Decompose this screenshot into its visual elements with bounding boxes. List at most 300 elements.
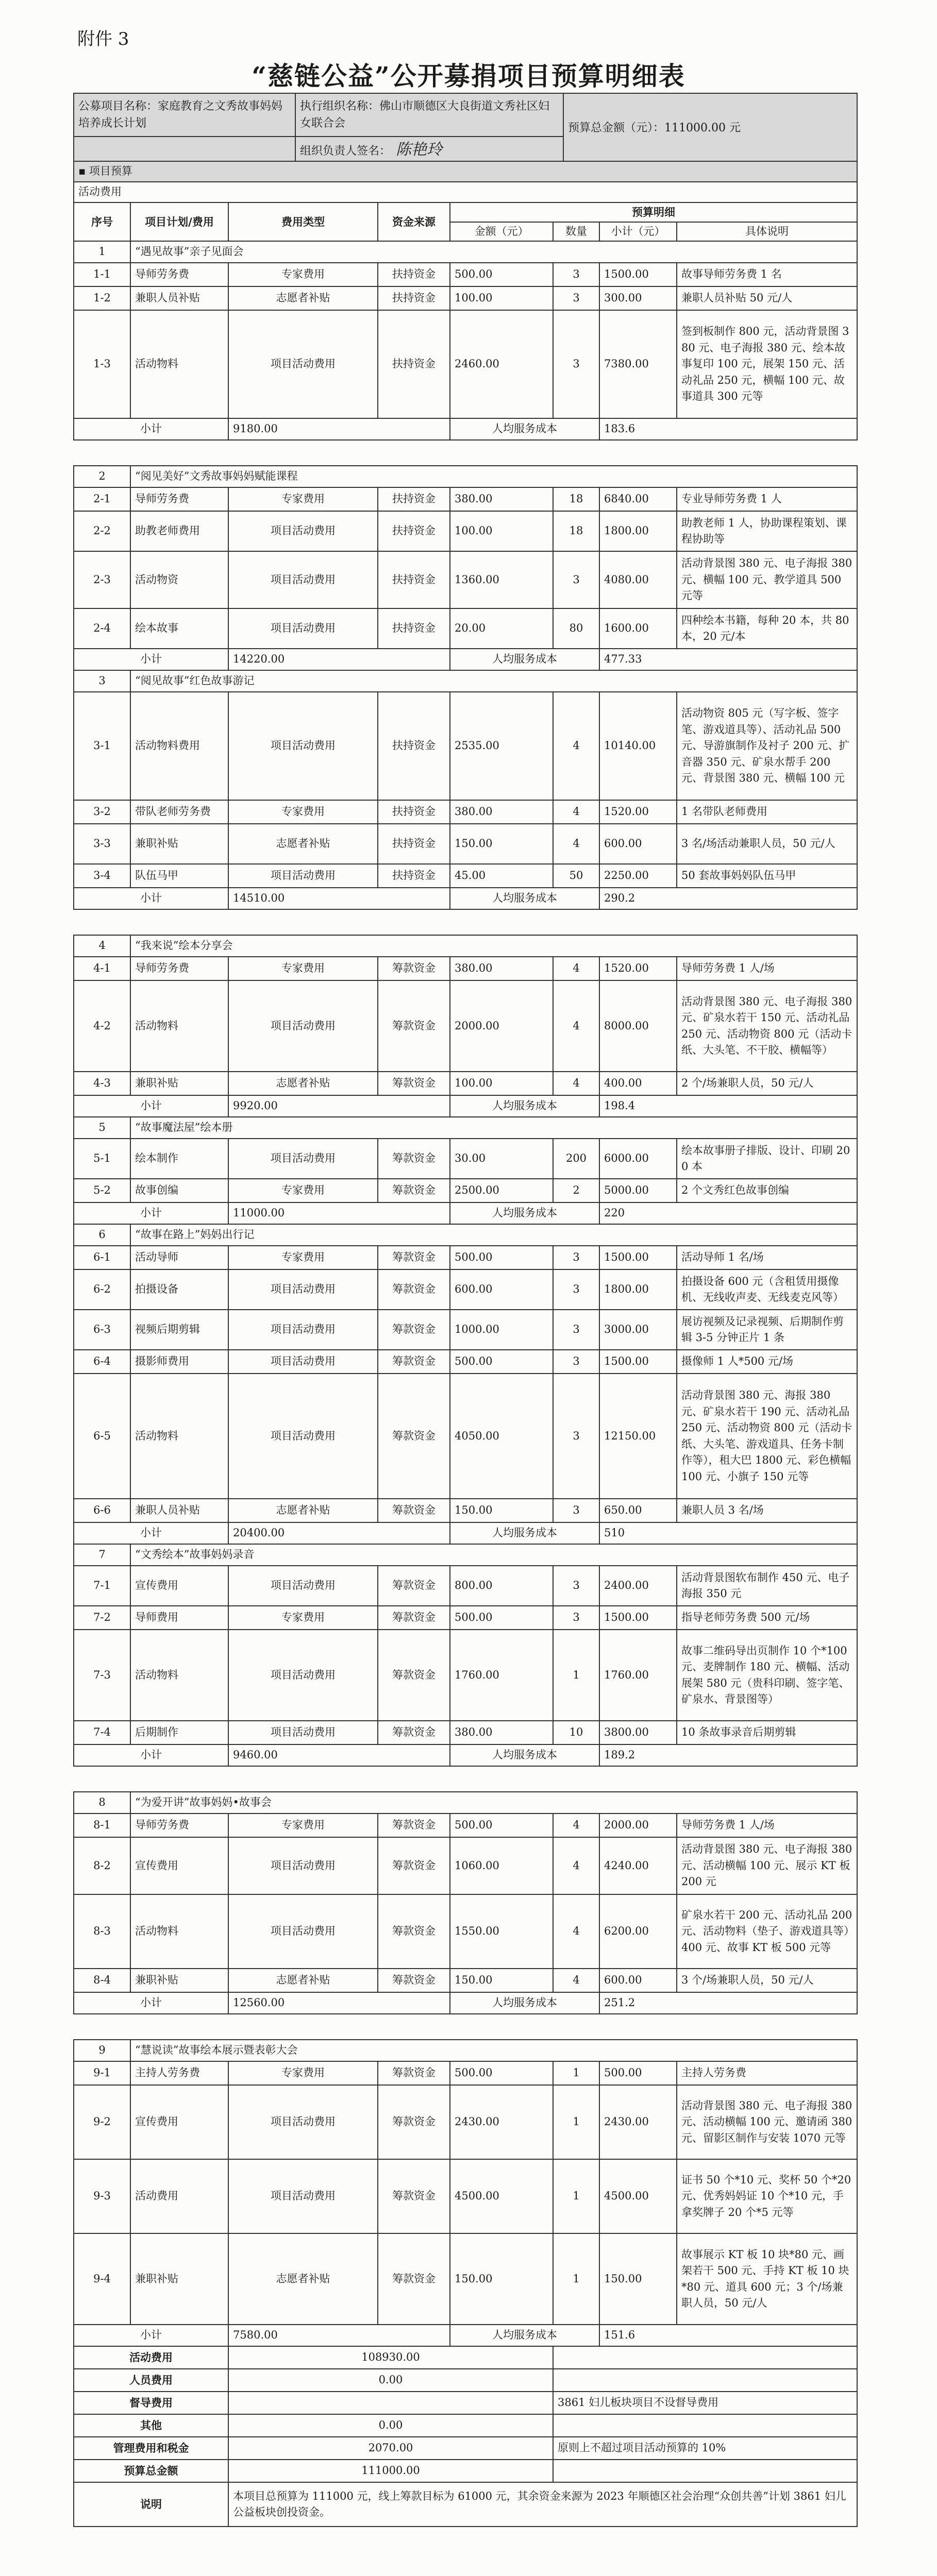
- col-subtotal: 小计（元）: [599, 222, 677, 242]
- table-row: [74, 1606, 857, 1630]
- row-source: 扶持资金: [378, 608, 450, 649]
- row-subtotal: 1600.00: [599, 608, 677, 649]
- section-row: [74, 182, 857, 202]
- row-source: 筹款资金: [378, 2085, 450, 2159]
- row-source: 筹款资金: [378, 2159, 450, 2233]
- summary-value: 0.00: [228, 2369, 553, 2392]
- row-number: 3-1: [74, 692, 130, 800]
- summary-label: 其他: [74, 2414, 228, 2437]
- page-title: “慈链公益”公开募捐项目预算明细表: [252, 61, 685, 91]
- row-number: 8-2: [74, 1837, 130, 1894]
- summary-remark: [553, 2369, 857, 2392]
- row-cost-type: 专家费用: [228, 1246, 378, 1269]
- row-qty: 4: [553, 1814, 599, 1837]
- budget-table: [73, 161, 858, 2527]
- group-name: “阅见美好”文秀故事妈妈赋能课程: [130, 466, 857, 487]
- group-header-row: [74, 241, 857, 263]
- row-unit-price: 500.00: [450, 2061, 553, 2085]
- row-cost-type: 项目活动费用: [228, 980, 378, 1072]
- per-capita-label: 人均服务成本: [450, 1095, 599, 1117]
- row-source: 扶持资金: [378, 286, 450, 310]
- row-unit-price: 600.00: [450, 1269, 553, 1310]
- group-name: “我来说”绘本分享会: [130, 935, 857, 957]
- row-subtotal: 600.00: [599, 824, 677, 864]
- row-unit-price: 500.00: [450, 1350, 553, 1374]
- row-subtotal: 2000.00: [599, 1814, 677, 1837]
- row-detail: 10 条故事录音后期剪辑: [677, 1721, 857, 1744]
- subtotal-row: [74, 418, 857, 440]
- row-cost-type: 项目活动费用: [228, 864, 378, 888]
- row-number: 9-4: [74, 2233, 130, 2325]
- row-item: 宣传费用: [130, 2085, 228, 2159]
- row-qty: 3: [553, 1606, 599, 1630]
- spacer-cell: [74, 2014, 857, 2040]
- group-number: 5: [74, 1117, 130, 1139]
- row-subtotal: 12150.00: [599, 1374, 677, 1499]
- table-row: [74, 310, 857, 418]
- row-subtotal: 650.00: [599, 1499, 677, 1522]
- row-number: 3-2: [74, 800, 130, 824]
- row-item: 活动物料: [130, 310, 228, 418]
- summary-label: 说明: [74, 2482, 228, 2527]
- row-detail: 活动背景图 380 元、电子海报 380 元、活动横幅 100 元、展示 KT 板 200 元: [677, 1837, 857, 1894]
- col-source: 资金来源: [378, 202, 450, 241]
- row-detail: 故事展示 KT 板 10 块*80 元、画架若干 500 元、手持 KT 板 10 块*80 元、道具 600 元；3 个/场兼职人员，50 元/人: [677, 2233, 857, 2325]
- row-subtotal: 4500.00: [599, 2159, 677, 2233]
- row-subtotal: 400.00: [599, 1072, 677, 1095]
- table-row: [74, 286, 857, 310]
- row-qty: 18: [553, 511, 599, 551]
- subtotal-label: 小计: [74, 418, 228, 440]
- table-row: [74, 608, 857, 649]
- row-source: 筹款资金: [378, 2233, 450, 2325]
- row-detail: 主持人劳务费: [677, 2061, 857, 2085]
- per-capita-value: 189.2: [599, 1744, 857, 1766]
- row-detail: 指导老师劳务费 500 元/场: [677, 1606, 857, 1630]
- table-row: [74, 1969, 857, 1992]
- row-qty: 200: [553, 1139, 599, 1179]
- table-row: [74, 1721, 857, 1744]
- row-qty: 4: [553, 1072, 599, 1095]
- row-number: 2-1: [74, 487, 130, 511]
- row-item: 导师劳务费: [130, 263, 228, 286]
- row-qty: 1: [553, 2085, 599, 2159]
- row-source: 筹款资金: [378, 1721, 450, 1744]
- row-unit-price: 2500.00: [450, 1179, 553, 1202]
- row-item: 活动物料: [130, 1374, 228, 1499]
- summary-row: [74, 2369, 857, 2392]
- row-qty: 3: [553, 286, 599, 310]
- row-item: 视频后期剪辑: [130, 1310, 228, 1350]
- row-cost-type: 项目活动费用: [228, 692, 378, 800]
- row-detail: 活动背景图 380 元、电子海报 380 元、横幅 100 元、教学道具 500 元等: [677, 551, 857, 608]
- row-unit-price: 1760.00: [450, 1630, 553, 1721]
- subtotal-value: 20400.00: [228, 1522, 450, 1544]
- row-number: 1-2: [74, 286, 130, 310]
- row-unit-price: 500.00: [450, 1606, 553, 1630]
- row-qty: 1: [553, 2159, 599, 2233]
- table-row: [74, 1894, 857, 1969]
- row-cost-type: 志愿者补贴: [228, 1072, 378, 1095]
- per-capita-value: 198.4: [599, 1095, 857, 1117]
- row-cost-type: 志愿者补贴: [228, 286, 378, 310]
- summary-value: 111000.00: [228, 2460, 553, 2482]
- per-capita-value: 251.2: [599, 1992, 857, 2014]
- row-item: 绘本故事: [130, 608, 228, 649]
- row-detail: 兼职人员补贴 50 元/人: [677, 286, 857, 310]
- row-qty: 2: [553, 1179, 599, 1202]
- per-capita-label: 人均服务成本: [450, 2325, 599, 2346]
- row-qty: 4: [553, 1969, 599, 1992]
- subtotal-value: 7580.00: [228, 2325, 450, 2346]
- row-detail: 兼职人员 3 名/场: [677, 1499, 857, 1522]
- row-detail: 故事二维码导出页制作 10 个*100 元、麦牌制作 180 元、横幅、活动展架 580 元（贵科印刷、签字笔、矿泉水、背景图等）: [677, 1630, 857, 1721]
- summary-label: 督导费用: [74, 2392, 228, 2414]
- row-source: 扶持资金: [378, 511, 450, 551]
- row-item: 活动导师: [130, 1246, 228, 1269]
- row-source: 筹款资金: [378, 1499, 450, 1522]
- row-source: 扶持资金: [378, 824, 450, 864]
- summary-row: [74, 2437, 857, 2460]
- row-number: 7-3: [74, 1630, 130, 1721]
- org-name-cell: 执行组织名称：佛山市顺德区大良街道文秀社区妇女联合会: [295, 93, 563, 137]
- row-detail: 签到板制作 800 元，活动背景图 380 元、电子海报 380 元、绘本故事复印 100 元，展架 150 元、活动礼品 250 元，横幅 100 元、故事道具 300 元等: [677, 310, 857, 418]
- row-subtotal: 6840.00: [599, 487, 677, 511]
- subtotal-row: [74, 1202, 857, 1224]
- group-name: “文秀绘本”故事妈妈录音: [130, 1544, 857, 1566]
- row-source: 扶持资金: [378, 551, 450, 608]
- group-number: 3: [74, 670, 130, 692]
- subtotal-row: [74, 888, 857, 909]
- row-qty: 80: [553, 608, 599, 649]
- subtotal-label: 小计: [74, 1202, 228, 1224]
- subtotal-row: [74, 1744, 857, 1766]
- spacer-cell: [74, 440, 857, 466]
- row-detail: 拍摄设备 600 元（含租赁用摄像机、无线收声麦、无线麦克风等）: [677, 1269, 857, 1310]
- row-subtotal: 1800.00: [599, 1269, 677, 1310]
- group-name: “慧说读”故事绘本展示暨表彰大会: [130, 2040, 857, 2061]
- row-detail: 四种绘本书籍，每种 20 本，共 80 本，20 元/本: [677, 608, 857, 649]
- subtotal-value: 12560.00: [228, 1992, 450, 2014]
- row-subtotal: 1800.00: [599, 511, 677, 551]
- group-header-row: [74, 1224, 857, 1246]
- row-qty: 4: [553, 957, 599, 980]
- row-source: 扶持资金: [378, 800, 450, 824]
- per-capita-value: 477.33: [599, 649, 857, 670]
- row-qty: 1: [553, 2233, 599, 2325]
- row-unit-price: 500.00: [450, 1814, 553, 1837]
- table-row: [74, 1630, 857, 1721]
- table-row: [74, 1246, 857, 1269]
- row-subtotal: 1760.00: [599, 1630, 677, 1721]
- row-qty: 3: [553, 1246, 599, 1269]
- subtotal-value: 11000.00: [228, 1202, 450, 1224]
- row-number: 3-4: [74, 864, 130, 888]
- subtotal-value: 9460.00: [228, 1744, 450, 1766]
- empty-cell: [74, 137, 295, 163]
- row-cost-type: 项目活动费用: [228, 1310, 378, 1350]
- column-header-row: [74, 202, 857, 222]
- table-row: [74, 957, 857, 980]
- row-subtotal: 1500.00: [599, 1606, 677, 1630]
- row-unit-price: 380.00: [450, 1721, 553, 1744]
- row-unit-price: 4050.00: [450, 1374, 553, 1499]
- col-seq: 序号: [74, 202, 130, 241]
- row-cost-type: 志愿者补贴: [228, 1969, 378, 1992]
- row-source: 筹款资金: [378, 1269, 450, 1310]
- row-detail: 证书 50 个*10 元、奖杯 50 个*20 元、优秀妈妈证 10 个*10 元，手拿奖牌子 20 个*5 元等: [677, 2159, 857, 2233]
- summary-label: 预算总金额: [74, 2460, 228, 2482]
- row-cost-type: 专家费用: [228, 1606, 378, 1630]
- row-qty: 3: [553, 1310, 599, 1350]
- row-cost-type: 项目活动费用: [228, 608, 378, 649]
- table-row: [74, 800, 857, 824]
- row-detail: 活动物资 805 元（写字板、签字笔、游戏道具等）、活动礼品 500 元、导游旗制作及衬子 200 元、扩音器 350 元、矿泉水帮手 200 元、背景图 380 元、横幅 100 元: [677, 692, 857, 800]
- row-number: 1-1: [74, 263, 130, 286]
- row-detail: 绘本故事册子排版、设计、印刷 200 本: [677, 1139, 857, 1179]
- col-item: 项目计划/费用: [130, 202, 228, 241]
- table-row: [74, 2159, 857, 2233]
- row-cost-type: 项目活动费用: [228, 2085, 378, 2159]
- col-qty: 数量: [553, 222, 599, 242]
- budget-total-cell: 预算总金额（元）：111000.00 元: [563, 93, 857, 163]
- row-source: 扶持资金: [378, 310, 450, 418]
- row-detail: 导师劳务费 1 人/场: [677, 957, 857, 980]
- row-qty: 3: [553, 551, 599, 608]
- summary-value: [228, 2392, 553, 2414]
- row-unit-price: 1060.00: [450, 1837, 553, 1894]
- row-item: 后期制作: [130, 1721, 228, 1744]
- row-detail: 展访视频及记录视频、后期制作剪辑 3-5 分钟正片 1 条: [677, 1310, 857, 1350]
- row-number: 6-2: [74, 1269, 130, 1310]
- row-subtotal: 3800.00: [599, 1721, 677, 1744]
- budget-table-body: [74, 161, 857, 2527]
- row-qty: 3: [553, 310, 599, 418]
- summary-label: 管理费用和税金: [74, 2437, 228, 2460]
- row-subtotal: 3000.00: [599, 1310, 677, 1350]
- row-subtotal: 7380.00: [599, 310, 677, 418]
- row-cost-type: 志愿者补贴: [228, 824, 378, 864]
- row-item: 兼职补贴: [130, 824, 228, 864]
- col-unit-price: 金额（元）: [450, 222, 553, 242]
- spacer-cell: [74, 909, 857, 935]
- row-unit-price: 150.00: [450, 2233, 553, 2325]
- row-detail: 导师劳务费 1 人/场: [677, 1814, 857, 1837]
- table-row: [74, 263, 857, 286]
- row-qty: 4: [553, 824, 599, 864]
- row-cost-type: 专家费用: [228, 2061, 378, 2085]
- row-qty: 4: [553, 800, 599, 824]
- row-unit-price: 150.00: [450, 1969, 553, 1992]
- row-qty: 3: [553, 1374, 599, 1499]
- subtotal-label: 小计: [74, 1522, 228, 1544]
- row-item: 导师劳务费: [130, 487, 228, 511]
- row-unit-price: 45.00: [450, 864, 553, 888]
- subtotal-label: 小计: [74, 1095, 228, 1117]
- row-detail: 专业导师劳务费 1 人: [677, 487, 857, 511]
- row-unit-price: 380.00: [450, 800, 553, 824]
- subtotal-row: [74, 649, 857, 670]
- row-detail: 3 名/场活动兼职人员，50 元/人: [677, 824, 857, 864]
- col-detail: 具体说明: [677, 222, 857, 242]
- row-cost-type: 项目活动费用: [228, 551, 378, 608]
- row-unit-price: 150.00: [450, 824, 553, 864]
- section-row: [74, 161, 857, 182]
- row-number: 2-2: [74, 511, 130, 551]
- row-detail: 故事导师劳务费 1 名: [677, 263, 857, 286]
- row-cost-type: 专家费用: [228, 1814, 378, 1837]
- row-unit-price: 100.00: [450, 1072, 553, 1095]
- subtotal-value: 14510.00: [228, 888, 450, 909]
- group-header-row: [74, 670, 857, 692]
- row-number: 6-3: [74, 1310, 130, 1350]
- row-cost-type: 项目活动费用: [228, 1721, 378, 1744]
- row-number: 7-4: [74, 1721, 130, 1744]
- summary-value: 108930.00: [228, 2346, 553, 2369]
- per-capita-value: 220: [599, 1202, 857, 1224]
- row-subtotal: 150.00: [599, 2233, 677, 2325]
- row-source: 筹款资金: [378, 1374, 450, 1499]
- row-source: 筹款资金: [378, 980, 450, 1072]
- row-source: 筹款资金: [378, 1566, 450, 1606]
- summary-remark: [553, 2414, 857, 2437]
- group-number: 8: [74, 1792, 130, 1814]
- row-qty: 4: [553, 980, 599, 1072]
- group-header-row: [74, 2040, 857, 2061]
- row-subtotal: 5000.00: [599, 1179, 677, 1202]
- handwritten-signature: 陈艳玲: [396, 141, 443, 159]
- row-item: 兼职人员补贴: [130, 1499, 228, 1522]
- per-capita-value: 290.2: [599, 888, 857, 909]
- per-capita-value: 151.6: [599, 2325, 857, 2346]
- per-capita-label: 人均服务成本: [450, 1522, 599, 1544]
- row-number: 2-3: [74, 551, 130, 608]
- row-detail: 活动背景图 380 元、电子海报 380 元、矿泉水若干 150 元、活动礼品 250 元、活动物资 800 元（活动卡纸、大头笔、不干胶、横幅等）: [677, 980, 857, 1072]
- group-number: 9: [74, 2040, 130, 2061]
- summary-row: [74, 2414, 857, 2437]
- row-source: 扶持资金: [378, 692, 450, 800]
- row-unit-price: 500.00: [450, 263, 553, 286]
- table-row: [74, 1499, 857, 1522]
- row-item: 活动费用: [130, 2159, 228, 2233]
- group-number: 4: [74, 935, 130, 957]
- subtotal-label: 小计: [74, 888, 228, 909]
- org-head-label: 组织负责人签名：: [300, 145, 391, 158]
- spacer-cell: [74, 1766, 857, 1792]
- group-name: “故事在路上”妈妈出行记: [130, 1224, 857, 1246]
- group-name: “故事魔法屋”绘本册: [130, 1117, 857, 1139]
- table-row: [74, 1139, 857, 1179]
- row-qty: 10: [553, 1721, 599, 1744]
- row-subtotal: 10140.00: [599, 692, 677, 800]
- row-number: 4-3: [74, 1072, 130, 1095]
- row-subtotal: 4080.00: [599, 551, 677, 608]
- row-item: 兼职人员补贴: [130, 286, 228, 310]
- row-subtotal: 500.00: [599, 2061, 677, 2085]
- row-subtotal: 2400.00: [599, 1566, 677, 1606]
- row-cost-type: 专家费用: [228, 487, 378, 511]
- row-unit-price: 2460.00: [450, 310, 553, 418]
- summary-row: [74, 2392, 857, 2414]
- row-item: 导师劳务费: [130, 957, 228, 980]
- row-subtotal: 8000.00: [599, 980, 677, 1072]
- row-qty: 50: [553, 864, 599, 888]
- row-source: 筹款资金: [378, 1630, 450, 1721]
- subtotal-label: 小计: [74, 1992, 228, 2014]
- row-qty: 1: [553, 1630, 599, 1721]
- table-row: [74, 980, 857, 1072]
- group-number: 6: [74, 1224, 130, 1246]
- summary-note-text: 本项目总预算为 111000 元，线上筹款目标为 61000 元，其余资金来源为 2023 年顺德区社会治理“众创共善”计划 3861 妇儿公益板块创投资金。: [228, 2482, 857, 2527]
- summary-remark: 3861 妇儿板块项目不设督导费用: [553, 2392, 857, 2414]
- row-item: 兼职补贴: [130, 1072, 228, 1095]
- row-source: 筹款资金: [378, 957, 450, 980]
- row-qty: 3: [553, 1499, 599, 1522]
- table-row: [74, 1269, 857, 1310]
- table-row: [74, 1566, 857, 1606]
- table-row: [74, 2233, 857, 2325]
- row-number: 1-3: [74, 310, 130, 418]
- row-number: 6-4: [74, 1350, 130, 1374]
- spacer-row: [74, 440, 857, 466]
- row-detail: 3 个/场兼职人员，50 元/人: [677, 1969, 857, 1992]
- row-item: 兼职补贴: [130, 1969, 228, 1992]
- row-number: 8-4: [74, 1969, 130, 1992]
- summary-row: [74, 2460, 857, 2482]
- row-qty: 1: [553, 2061, 599, 2085]
- row-item: 故事创编: [130, 1179, 228, 1202]
- row-detail: 活动背景图软布制作 450 元、电子海报 350 元: [677, 1566, 857, 1606]
- table-row: [74, 1179, 857, 1202]
- row-number: 5-1: [74, 1139, 130, 1179]
- row-source: 筹款资金: [378, 1139, 450, 1179]
- row-unit-price: 800.00: [450, 1566, 553, 1606]
- row-unit-price: 20.00: [450, 608, 553, 649]
- table-row: [74, 1310, 857, 1350]
- row-number: 7-2: [74, 1606, 130, 1630]
- project-name-cell: 公募项目名称：家庭教育之文秀故事妈妈培养成长计划: [74, 93, 295, 137]
- col-budget-detail: 预算明细: [450, 202, 857, 222]
- row-source: 扶持资金: [378, 864, 450, 888]
- subtotal-row: [74, 2325, 857, 2346]
- row-item: 活动物料: [130, 1630, 228, 1721]
- table-row: [74, 1814, 857, 1837]
- per-capita-label: 人均服务成本: [450, 1744, 599, 1766]
- group-name: “遇见故事”亲子见面会: [130, 241, 857, 263]
- row-detail: 1 名带队老师费用: [677, 800, 857, 824]
- row-subtotal: 2430.00: [599, 2085, 677, 2159]
- summary-row: [74, 2482, 857, 2527]
- row-source: 筹款资金: [378, 1894, 450, 1969]
- row-detail: 2 个/场兼职人员，50 元/人: [677, 1072, 857, 1095]
- group-header-row: [74, 1792, 857, 1814]
- group-name: “为爱开讲”故事妈妈•故事会: [130, 1792, 857, 1814]
- row-cost-type: 项目活动费用: [228, 1269, 378, 1310]
- row-number: 3-3: [74, 824, 130, 864]
- section-project-budget: ▪ 项目预算: [74, 161, 857, 182]
- row-number: 5-2: [74, 1179, 130, 1202]
- row-detail: 50 套故事妈妈队伍马甲: [677, 864, 857, 888]
- per-capita-label: 人均服务成本: [450, 888, 599, 909]
- row-item: 宣传费用: [130, 1837, 228, 1894]
- summary-remark: [553, 2460, 857, 2482]
- table-row: [74, 1837, 857, 1894]
- table-row: [74, 487, 857, 511]
- row-subtotal: 6200.00: [599, 1894, 677, 1969]
- group-number: 1: [74, 241, 130, 263]
- row-item: 助教老师费用: [130, 511, 228, 551]
- summary-remark: [553, 2346, 857, 2369]
